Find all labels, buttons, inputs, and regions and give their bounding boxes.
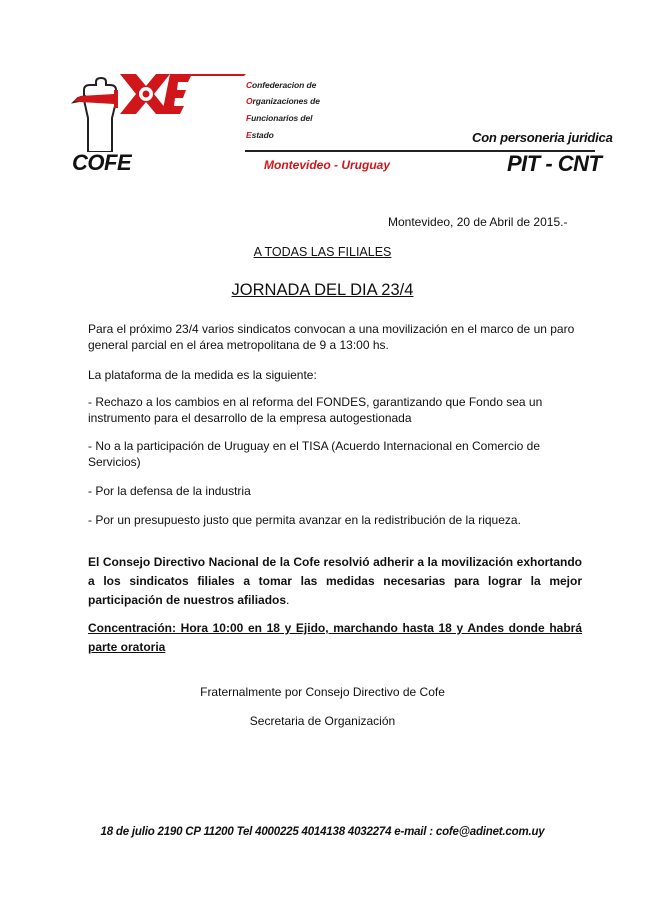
letterhead-city: Montevideo - Uruguay bbox=[264, 158, 391, 172]
org-name-line-4: Estado bbox=[246, 130, 274, 140]
document-title: JORNADA DEL DIA 23/4 bbox=[231, 281, 414, 299]
resolution-paragraph bbox=[88, 553, 582, 610]
footer-contact: 18 de julio 2190 CP 11200 Tel 4000225 4014138 4032274 e-mail : cofe@adinet.com.uy bbox=[100, 826, 545, 838]
org-name-line-3: Funcionarios del bbox=[246, 113, 313, 123]
salutation: A TODAS LAS FILIALES bbox=[253, 245, 392, 259]
org-acronym: COFE bbox=[72, 150, 132, 175]
closing-line: Fraternalmente por Consejo Directivo de Cofe bbox=[200, 685, 445, 699]
demand-item: - Rechazo a los cambios en al reforma del FONDES, garantizando que Fondo sea un instrumento para el desarrollo de la empresa autogestionada bbox=[88, 395, 543, 425]
demand-item: - Por la defensa de la industria bbox=[88, 484, 251, 498]
concentration-notice: Concentración: Hora 10:00 en 18 y Ejido, marchando hasta 18 y Andes donde habrá parte oratoria bbox=[88, 621, 582, 654]
legal-status: Con personeria juridica bbox=[472, 130, 613, 145]
cofe-logo bbox=[70, 72, 250, 152]
intro-paragraph: Para el próximo 23/4 varios sindicatos convocan a una movilización en el marco de un paro general parcial en el área metropolitana de 9 a 13:00 hs. bbox=[88, 322, 575, 352]
resolution-end: . bbox=[286, 593, 290, 607]
platform-intro: La plataforma de la medida es la siguiente: bbox=[88, 368, 317, 382]
letter-date: Montevideo, 20 de Abril de 2015.- bbox=[388, 215, 568, 229]
resolution-text: El Consejo Directivo Nacional de la Cofe resolvió adherir a la movilización exhortando a los sindicatos filiales a tomar las medidas necesarias para lograr la mejor participación de nuestros afiliados bbox=[88, 555, 582, 607]
affiliation: PIT - CNT bbox=[507, 151, 602, 176]
signature-line: Secretaria de Organización bbox=[249, 714, 396, 728]
org-name-line-1: Confederacion de bbox=[246, 80, 317, 90]
demand-item: - No a la participación de Uruguay en el TISA (Acuerdo Internacional en Comercio de Servicios) bbox=[88, 439, 541, 469]
org-name-line-2: Organizaciones de bbox=[246, 96, 320, 106]
demand-item: - Por un presupuesto justo que permita avanzar en la redistribución de la riqueza. bbox=[88, 513, 521, 527]
